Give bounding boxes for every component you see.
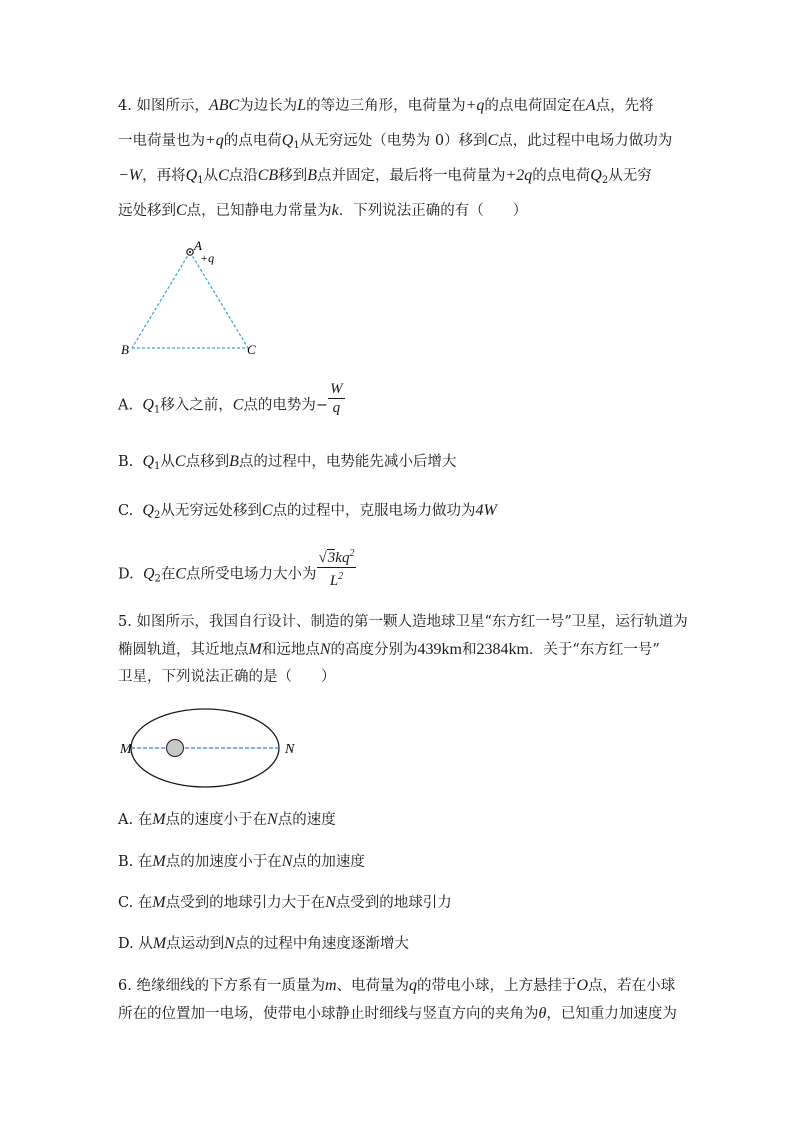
label-c: C — [247, 342, 256, 357]
q5-option-c: C. 在M点受到的地球引力大于在N点受到的地球引力 — [118, 894, 452, 911]
q6-line-1: 6. 绝缘细线的下方系有一质量为m、电荷量为q的带电小球，上方悬挂于O点，若在小球 — [118, 977, 676, 994]
q5-option-d: D. 从M点运动到N点的过程中角速度逐渐增大 — [118, 935, 409, 952]
label-charge: +q — [200, 251, 215, 265]
q5-option-a: A. 在M点的速度小于在N点的速度 — [118, 811, 336, 828]
side-ac — [190, 252, 248, 348]
q5-option-b: B. 在M点的加速度小于在N点的加速度 — [118, 853, 365, 870]
q4-line-2: 一电荷量也为+q的点电荷$Q_1$从无穷远处（电势为 0）移到C点，此过程中电场力做功为 — [118, 132, 673, 151]
orbit-figure — [115, 705, 310, 793]
label-b: B — [121, 342, 129, 357]
q5-line-1: 5. 如图所示，我国自行设计、制造的第一颗人造地球卫星“东方红一号”卫星，运行轨道为 — [118, 614, 688, 630]
q4-line-1: 4. 如图所示，ABC为边长为L的等边三角形，电荷量为+q的点电荷固定在A点，先将 — [118, 97, 654, 114]
q6-line-2: 所在的位置加一电场，使带电小球静止时细线与竖直方向的夹角为θ，已知重力加速度为 — [118, 1005, 677, 1022]
q4-line-3: −W，再将$Q_1$从C点沿CB移到B点并固定，最后将一电荷量为+2q的点电荷$Q_2$从无穷 — [118, 167, 652, 186]
q5-line-3: 卫星，下列说法正确的是（ ） — [118, 669, 336, 685]
q4-line-4: 远处移到C点，已知静电力常量为k．下列说法正确的有（ ） — [118, 202, 528, 219]
q4-option-a: A. $Q_1$移入之前，C点的电势为− $\frac{W}{q}$ — [118, 381, 343, 416]
label-a: A — [194, 238, 202, 253]
label-n: N — [285, 742, 295, 757]
side-ab — [132, 252, 190, 348]
q5-line-2: 椭圆轨道，其近地点M和远地点N的高度分别为439km和2384km．关于“东方红一号” — [118, 641, 660, 658]
q4-option-c: C. $Q_2$从无穷远处移到C点的过程中，克服电场力做功为4W — [118, 502, 497, 521]
label-m: M — [120, 742, 132, 757]
triangle-figure — [115, 238, 275, 363]
q4-option-b: B. $Q_1$从C点移到B点的过程中，电势能先减小后增大 — [118, 453, 457, 472]
q4-option-d: D. $Q_2$在C点所受电场力大小为 $\frac{√3kq^2}{L^2}$ — [118, 559, 356, 590]
fraction-w-over-q: $\frac{W}{q}$ — [330, 381, 343, 416]
fraction-force: $\frac{√3kq^2}{L^2}$ — [317, 545, 357, 590]
earth-circle — [167, 740, 184, 757]
